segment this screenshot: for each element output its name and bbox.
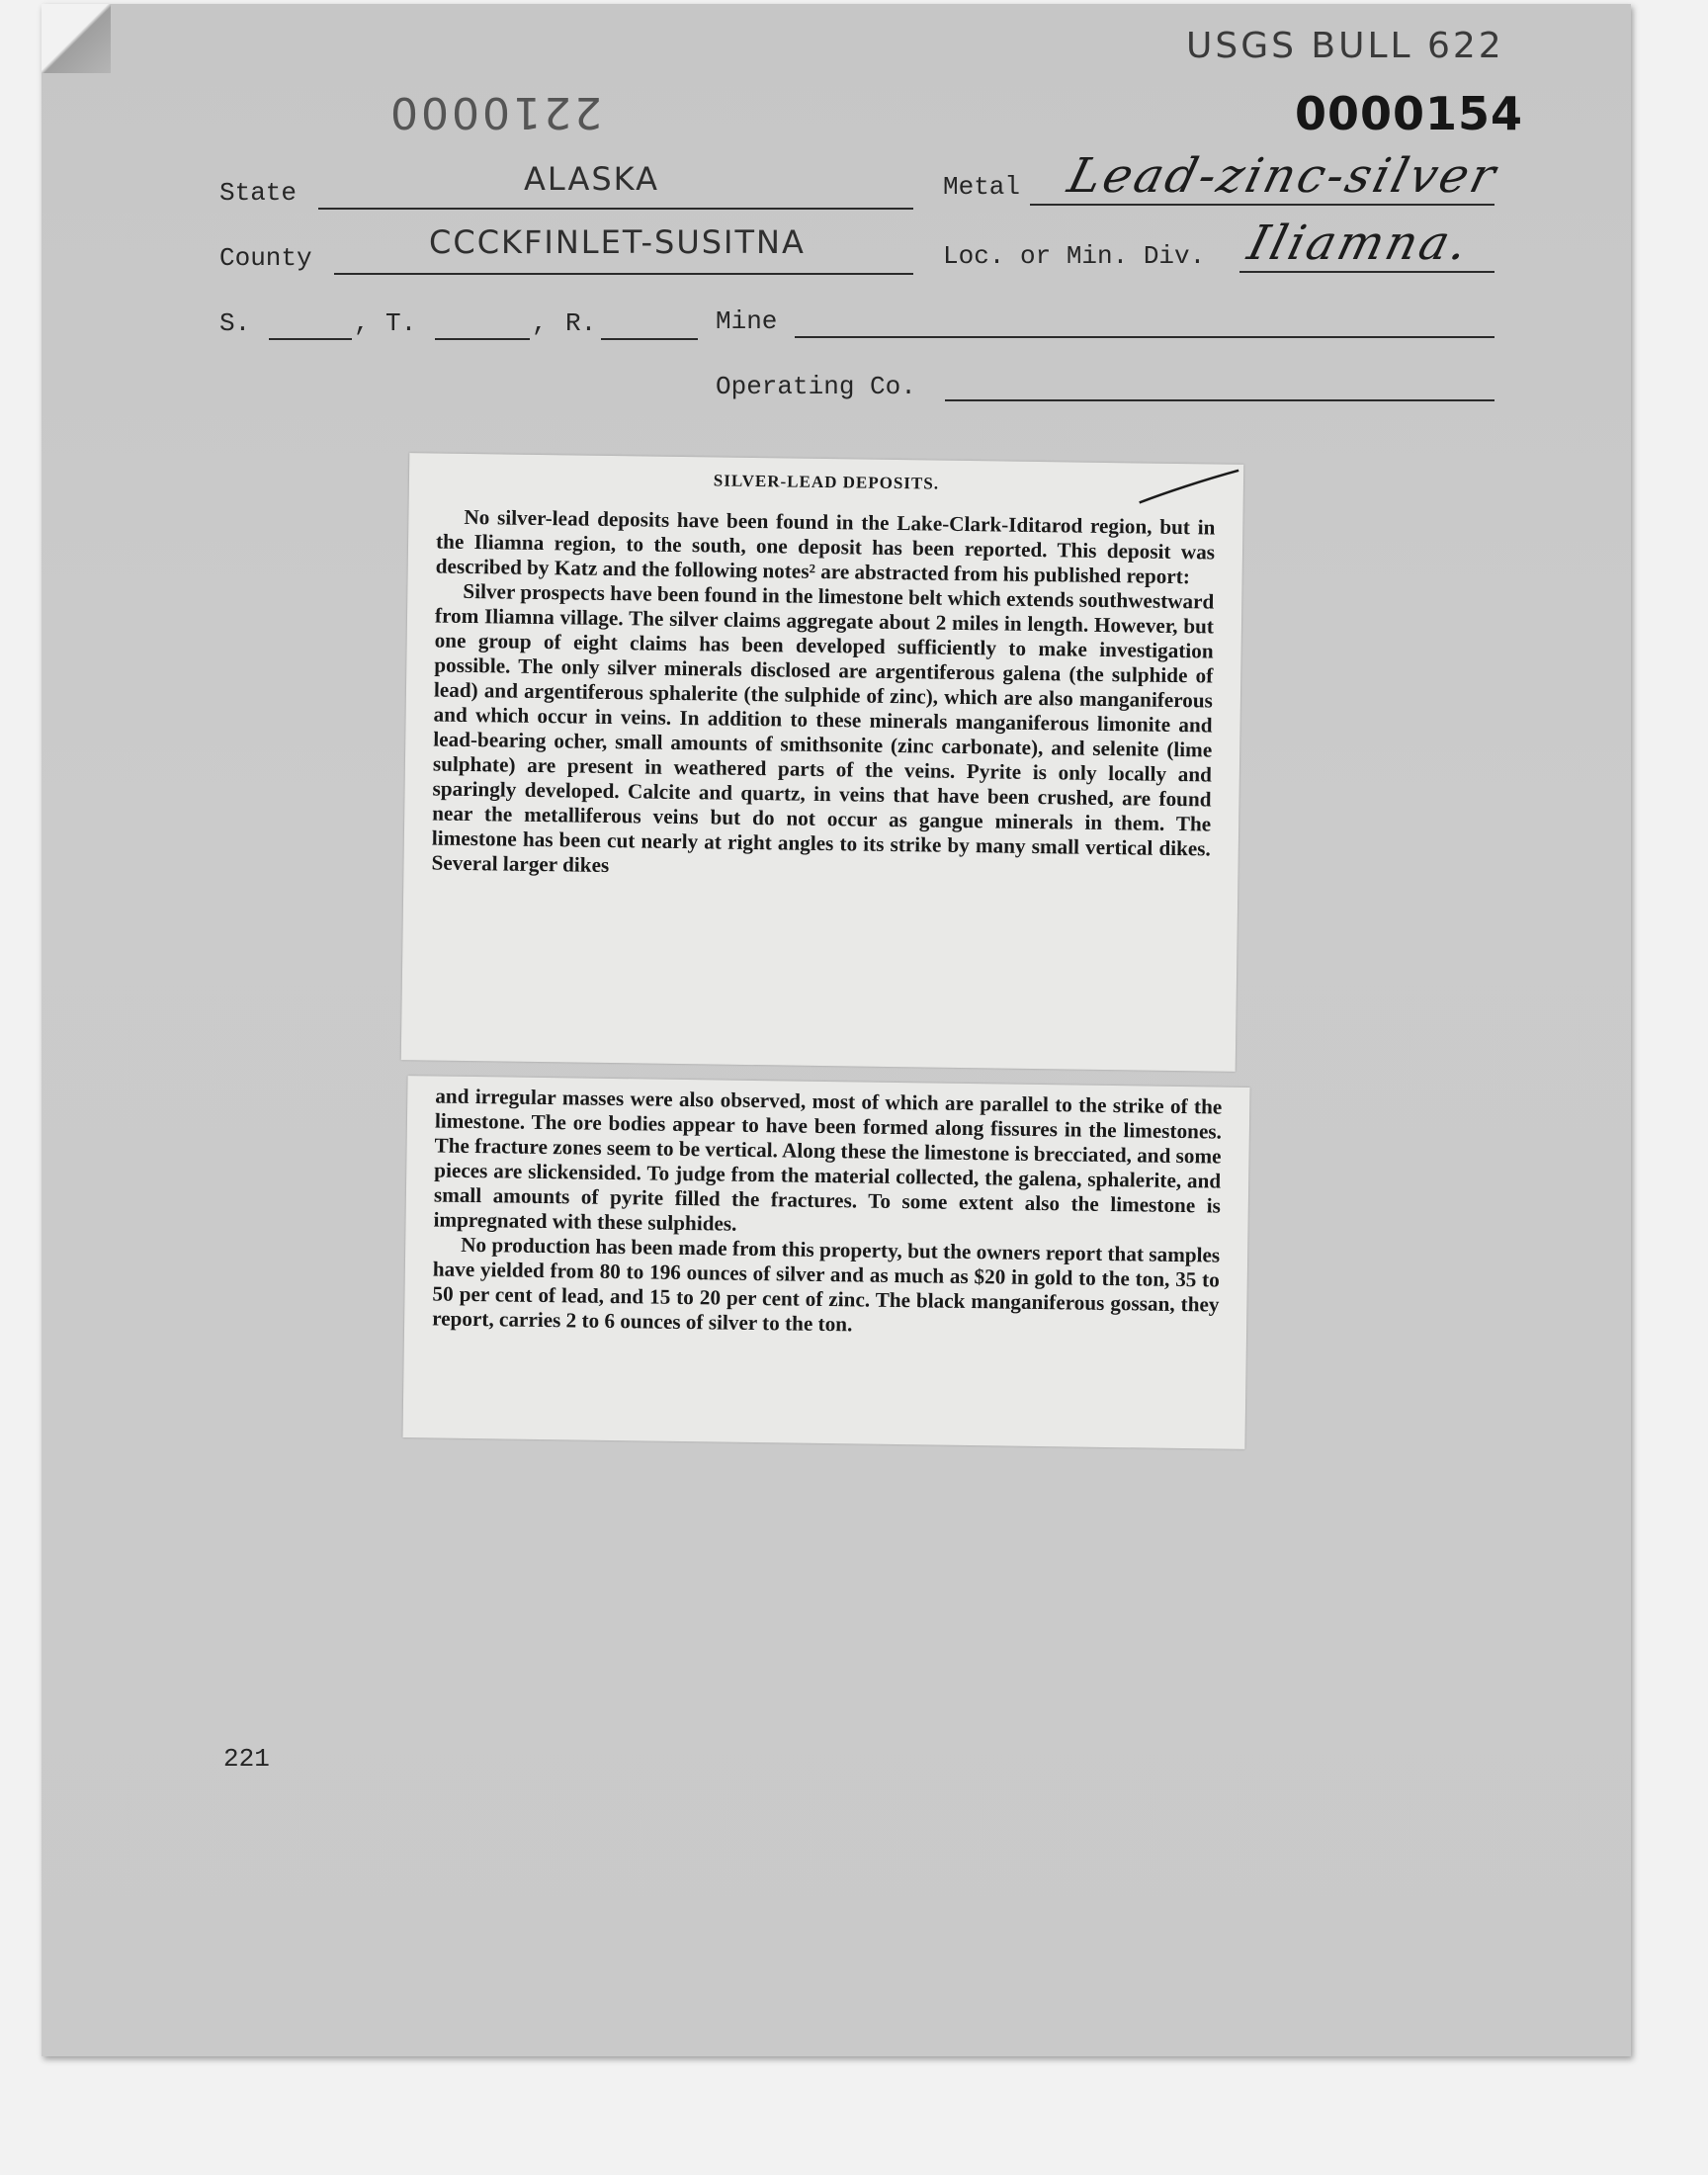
s-label: S. (219, 308, 251, 338)
operating-line (945, 399, 1494, 401)
metal-label: Metal (943, 172, 1021, 202)
r-label: R. (565, 308, 597, 338)
clipping-paragraph-2: Silver prospects have been found in the limestone belt which extends southwestward from Iliamna village. The silver claims aggregate about 2 miles in length. However, but one group of eight claims has been developed sufficiently to make investigation possible. The only silver minerals disclosed are argentiferous galena (the sulphide of lead) and argentiferous sphalerite (the sulphide of zinc), which are also manganiferous and which occur in veins. In addition to these minerals manganiferous limonite and lead-bearing ocher, small amounts of smithsonite (zinc carbonate), and selenite (lime sulphate) are present in weathered parts of the veins. Pyrite is only locally and sparingly developed. Calcite and quartz, in veins that have been crushed, are found near the metalliferous veins but do not occur as gangue minerals in them. The limestone has been cut nearly at right angles to its strike by many small vertical dikes. Several larger dikes (431, 578, 1215, 877)
r-line (601, 338, 698, 340)
operating-label: Operating Co. (716, 372, 916, 401)
metal-line (1030, 204, 1494, 206)
clipping-top (401, 453, 1243, 1072)
metal-value: Lead-zinc-silver (1063, 148, 1504, 204)
mine-label: Mine (716, 306, 778, 336)
clipping-paragraph-1: No silver-lead deposits have been found in the Lake-Clark-Iditarod region, but in the Iliamna region, to the south, one deposit has been reported. This deposit was described by Katz and the following notes² are abstracted from his published report: (435, 504, 1216, 589)
comma-2: , (532, 308, 548, 338)
clipping-paragraph-3: and irregular masses were also observed, most of which are parallel to the strike of the limestone. The ore bodies appear to have been formed along fissures in the limestones. The fracture zones seem to be vertical. Along these the limestone is brecciated, and some pieces are slickensided. To judge from the material collected, the galena, sphalerite, and small amounts of pyrite filled the fractures. To some extent also the limestone is impregnated with these sulphides. (433, 1084, 1223, 1236)
county-value: CCCKFINLET-SUSITNA (429, 223, 806, 261)
state-label: State (219, 178, 298, 208)
clipping-paragraph-4: No production has been made from this property, but the owners report that samples have yielded from 80 to 196 ounces of silver and as much as $20 in gold to the ton, 35 to 50 per cent of lead, and 15 to 20 per cent of zinc. The black manganiferous gossan, they report, carries 2 to 6 ounces of silver to the ton. (432, 1232, 1221, 1337)
loc-label: Loc. or Min. Div. (943, 241, 1206, 271)
pencil-check-mark (1135, 467, 1244, 508)
t-line (435, 338, 530, 340)
bulletin-stamp: USGS BULL 622 (1186, 26, 1504, 66)
loc-value: Iliamna. (1242, 216, 1477, 271)
t-label: T. (385, 308, 417, 338)
clipping-bottom (402, 1076, 1249, 1449)
county-label: County (219, 243, 312, 273)
page-number: 221 (223, 1744, 270, 1774)
document-sheet (42, 4, 1631, 2056)
serial-stamp-top: 2210000 (387, 87, 602, 137)
state-line (318, 208, 913, 210)
state-value: ALASKA (524, 160, 659, 198)
serial-stamp-right: 0000154 (1295, 87, 1524, 140)
loc-line (1239, 271, 1494, 273)
comma-1: , (354, 308, 370, 338)
mine-line (795, 336, 1494, 338)
s-line (269, 338, 352, 340)
county-line (334, 273, 913, 275)
clipping-title: SILVER-LEAD DEPOSITS. (713, 471, 940, 493)
